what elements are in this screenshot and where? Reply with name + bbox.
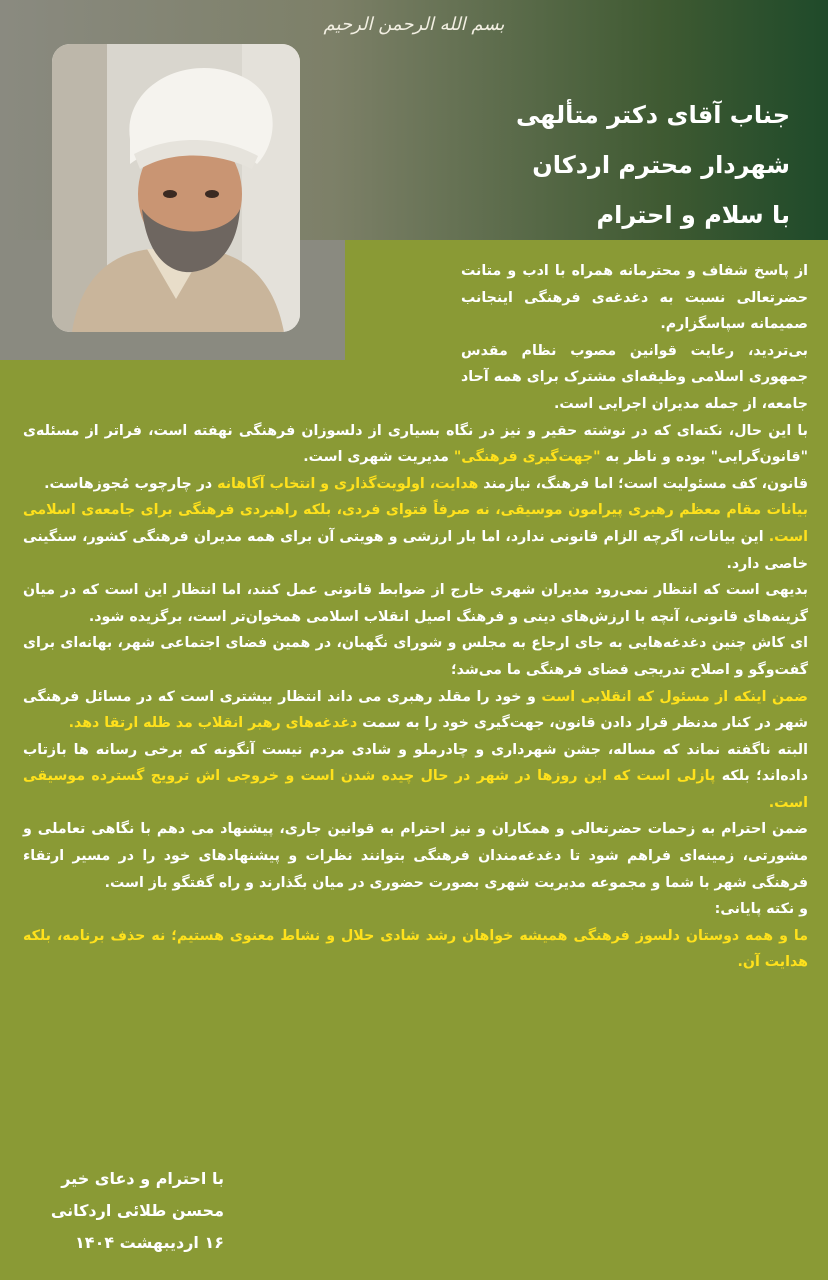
addressee-title: شهردار محترم اردکان <box>532 151 790 179</box>
paragraph-text: مدیریت شهری است. <box>303 449 454 466</box>
highlight-text: دغدغه‌های رهبر انقلاب مد ظله ارتقا دهد. <box>68 715 358 732</box>
paragraph-dialogue: ای کاش چنین دغدغه‌هایی به جای ارجاع به مجلس و شورای نگهبان، در همین فضای اجتماعی شهر، بهانه‌ای برای گفت‌وگو و اصلاح تدریجی فضای فرهنگی ما می‌شد؛ <box>23 635 808 678</box>
paragraph-text: با این حال، نکته‌ای که در نوشته حقیر و نیز در نگاه بسیاری از دلسوزان فرهنگی نهفته است، فراتر از مسئله‌ی "قانون‌گرایی" بوده و ناظر به <box>23 422 808 466</box>
paragraph-culture <box>23 471 808 498</box>
paragraph-leader-statements <box>23 497 808 577</box>
highlight-text: "جهت‌گیری فرهنگی" <box>453 449 601 466</box>
paragraph-final-note: ما و همه دوستان دلسوز فرهنگی همیشه خواهان رشد شادی حلال و نشاط معنوی هستیم؛ نه حذف برنامه، بلکه هدایت آن. <box>23 927 808 971</box>
paragraph-expectation: بدیهی است که انتظار نمی‌رود مدیران شهری خارج از ضوابط قانونی عمل کنند، اما انتظار این است که در میان گزینه‌های قانونی، آنچه با ارزش‌های دینی و فرهنگ اصیل انقلاب اسلامی همخوان‌تر است، برگزیده شود. <box>23 582 808 625</box>
paragraph-orientation <box>23 418 808 471</box>
bismillah-calligraphy: بسم الله الرحمن الرحیم <box>323 14 505 35</box>
paragraph-text: این بیانات، اگرچه الزام قانونی ندارد، اما بار ارزشی و هویتی آن برای همه مدیران فرهنگی کشور، سنگینی خاصی دارد. <box>23 528 808 572</box>
greeting: با سلام و احترام <box>596 201 790 229</box>
paragraph-text: البته ناگفته نماند که مساله، جشن شهرداری و چادرملو و شادی مردم نیست آنگونه که برخی رسانه ها بازتاب داده‌اند؛ بلکه <box>23 741 808 785</box>
paragraph-text: در چارچوب مُجوزهاست. <box>44 475 218 492</box>
addressee-name: جناب آقای دکتر متألهی <box>515 101 790 129</box>
paragraph-text: و خود را مقلد رهبری می داند انتظار بیشتری است که در مسائل فرهنگی شهر در کنار مدنظر قرار دادن قانون، جهت‌گیری خود را به سمت <box>23 688 808 732</box>
letter-date: ۱۶ اردیبهشت ۱۴۰۴ <box>75 1233 224 1252</box>
highlight-text: هدایت، اولویت‌گذاری و انتخاب آگاهانه <box>217 475 479 492</box>
paragraph-thanks: از پاسخ شفاف و محترمانه همراه با ادب و متانت حضرتعالی نسبت به دغدغه‌ی فرهنگی اینجانب صمیمانه سپاسگزارم. <box>461 263 808 333</box>
paragraph-text: قانون، کف مسئولیت است؛ اما فرهنگ، نیازمند <box>478 475 808 492</box>
letter-header <box>350 90 790 240</box>
paragraph-final-note-label: و نکته پایانی: <box>714 901 808 918</box>
paragraph-proposal: ضمن احترام به زحمات حضرتعالی و همکاران و نیز احترام به قوانین جاری، پیشنهاد می دهم با نگاهی تعاملی و مشورتی، زمینه‌ای فراهم شود تا دغدغه‌مندان فرهنگی بتوانند نظرات و پیشنهادهای خود را در مسیر ارتقاء فرهنگی شهر با شما و مجموعه مدیریت شهری بصورت حضوری در میان بگذارند و راه گفتگو باز است. <box>23 821 808 891</box>
paragraph-revolutionary <box>23 684 808 737</box>
letter-body <box>23 258 808 976</box>
letter-closing <box>24 1163 224 1259</box>
highlight-text: ضمن اینکه از مسئول که انقلابی است <box>541 688 808 705</box>
paragraph-puzzle <box>23 737 808 817</box>
highlight-text: پازلی است که این روزها در شهر در حال چیده شدن است و خروجی اش ترویج گسترده موسیقی است. <box>23 768 808 811</box>
signer-name: محسن طلائی اردکانی <box>50 1201 224 1220</box>
highlight-text: بیانات مقام معظم رهبری پیرامون موسیقی، نه صرفاً فتوای فردی، بلکه راهبردی فرهنگی برای جامعه‌ی اسلامی است. <box>23 502 808 545</box>
paragraph-law: بی‌تردید، رعایت قوانین مصوب نظام مقدس جمهوری اسلامی وظیفه‌ای مشترک برای همه آحاد جامعه، از جمله مدیران اجرایی است. <box>461 342 808 412</box>
closing-salutation: با احترام و دعای خیر <box>61 1169 224 1188</box>
